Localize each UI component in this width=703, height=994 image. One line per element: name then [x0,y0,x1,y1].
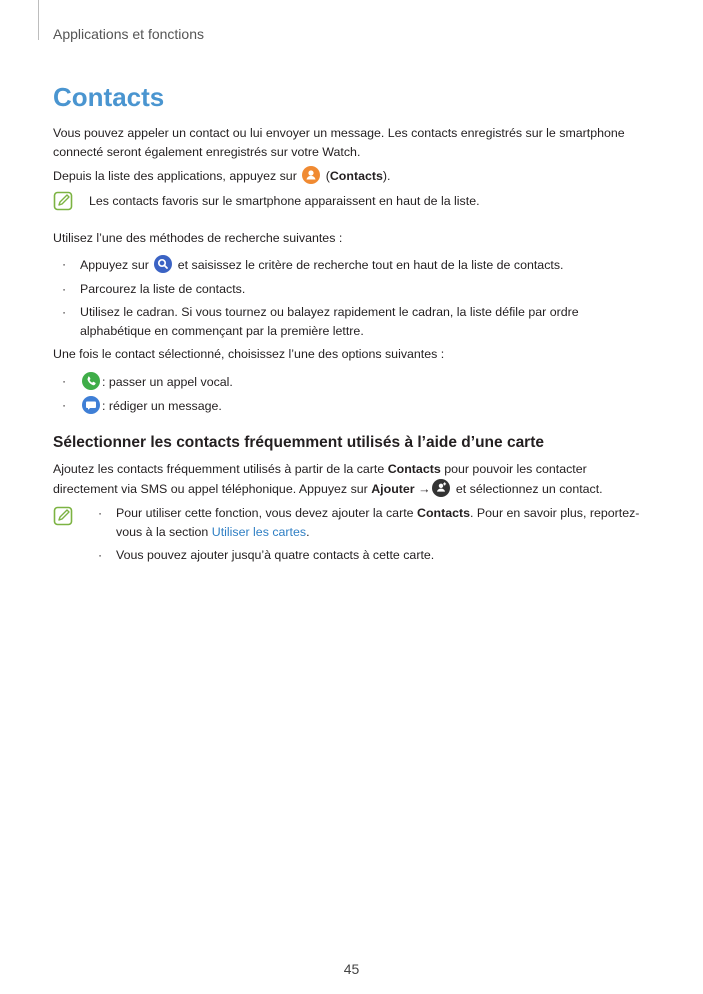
note-favorites [53,191,653,211]
intro-paren-close: ). [382,169,391,183]
list-item [53,372,653,392]
subsection-paragraph [53,460,653,498]
note2-text-2: . Pour en savoir plus, reportez-vous à la section [116,506,640,539]
margin-rule [38,0,39,40]
contacts-app-name: Contacts [329,169,383,183]
contacts-app-icon [302,166,320,184]
options-lead: Une fois le contact sélectionné, choisissez l’une des options suivantes : [53,347,445,361]
contacts-card-name: Contacts [417,506,471,520]
intro-paren-open: ( [322,169,330,183]
note2-text-1: Pour utiliser cette fonction, vous devez ajouter la carte [116,506,414,520]
note-icon [53,506,75,526]
intro-instruction [53,166,653,186]
subsection-heading: Sélectionner les contacts fréquemment utilisés à l’aide d’une carte [53,433,544,451]
link-use-cards[interactable]: Utiliser les cartes [211,524,307,539]
add-label: Ajouter [371,481,415,496]
search-lead: Utilisez l’une des méthodes de recherche suivantes : [53,230,343,245]
arrow-glyph: → [418,481,431,496]
option-message-text: : rédiger un message. [102,399,222,413]
list-item: · Utilisez le cadran. Si vous tournez ou balayez rapidement le cadran, la liste défile par ordre alphabétique en commençant par la première lettre. [53,303,653,340]
option-call-text: : passer un appel vocal. [102,374,233,389]
list-item [53,255,653,275]
contacts-card-name: Contacts [387,462,441,476]
note-icon [53,191,75,211]
search-methods-list [53,255,653,340]
subsection-text-1: Ajoutez les contacts fréquemment utilisés à partir de la carte [53,462,385,476]
section-header: Applications et fonctions [53,26,204,42]
page-number: 45 [343,961,360,977]
options-list [53,372,653,416]
message-icon [82,396,100,414]
list-item [89,504,653,541]
page-content [53,124,653,570]
list-item [53,396,653,416]
intro-paragraph: Vous pouvez appeler un contact ou lui envoyer un message. Les contacts enregistrés sur le smartphone connecté seront également enregistrés sur votre Watch. [53,126,625,159]
add-contact-icon [432,479,450,497]
subsection-text-3: et sélectionnez un contact. [455,481,603,496]
list-item: · Parcourez la liste de contacts. [53,280,653,299]
search-item1-after: et saisissez le critère de recherche tout en haut de la liste de contacts. [177,258,564,272]
phone-icon [82,372,100,390]
note-cards-list [89,504,653,570]
intro-instruction-text: Depuis la liste des applications, appuyez sur [53,169,297,183]
list-item: · Vous pouvez ajouter jusqu’à quatre contacts à cette carte. [89,546,653,565]
note2-text-end: . [306,524,310,539]
search-icon [154,255,172,273]
subsection-text-2: pour pouvoir les contacter directement via SMS ou appel téléphonique. Appuyez sur [53,462,587,496]
search-item1-before: Appuyez sur [80,258,149,272]
page-title: Contacts [53,82,165,112]
note-favorites-text: Les contacts favoris sur le smartphone apparaissent en haut de la liste. [89,193,480,208]
note-cards [53,504,653,570]
